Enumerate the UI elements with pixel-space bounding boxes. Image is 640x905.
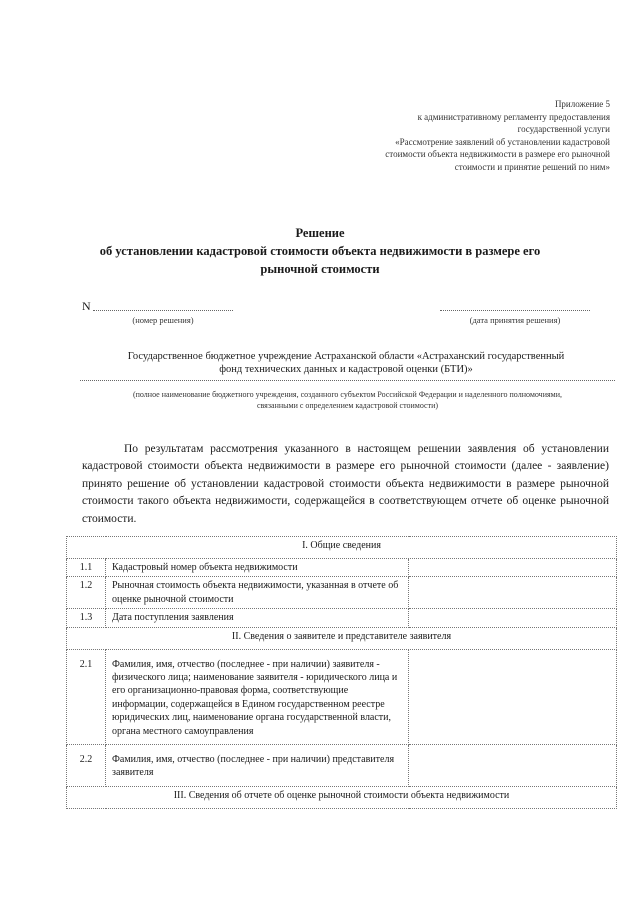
annex-line: Приложение 5 bbox=[554, 99, 610, 109]
decision-date-field[interactable] bbox=[440, 310, 590, 311]
annex-line: к административному регламенту предоставления bbox=[417, 111, 610, 122]
row-value-cell[interactable] bbox=[409, 745, 617, 787]
annex-line: стоимости объекта недвижимости в размере его рыночной bbox=[385, 149, 610, 160]
section-report-heading: III. Сведения об отчете об оценке рыночной стоимости объекта недвижимости bbox=[67, 786, 617, 808]
row-label: Кадастровый номер объекта недвижимости bbox=[106, 559, 409, 577]
information-table bbox=[66, 536, 617, 809]
document-subtitle-line2: рыночной стоимости bbox=[260, 262, 380, 276]
section-row bbox=[67, 627, 617, 649]
row-number: 2.2 bbox=[67, 745, 106, 787]
row-number: 1.3 bbox=[67, 609, 106, 627]
organization-caption-line2: связанными с определением кадастровой стоимости) bbox=[256, 401, 439, 410]
row-value-cell[interactable] bbox=[409, 649, 617, 744]
section-applicant-heading: II. Сведения о заявителе и представителе заявителя bbox=[67, 627, 617, 649]
decision-number-caption: (номер решения) bbox=[132, 315, 194, 325]
row-value-cell[interactable] bbox=[409, 577, 617, 609]
row-label: Фамилия, имя, отчество (последнее - при наличии) заявителя - физического лица; наименование заявителя - юридического лица и его организационно-правовая форма, соответствующие информации, содержащейся в Едином государственном реестре юридических лиц, наименование органа государственной власти, органа местного самоуправления bbox=[106, 649, 409, 744]
annex-line: «Рассмотрение заявлений об установлении кадастровой bbox=[395, 136, 610, 147]
row-label: Рыночная стоимость объекта недвижимости, указанная в отчете об оценке рыночной стоимости bbox=[106, 577, 409, 609]
organization-caption-line1: (полное наименование бюджетного учреждения, созданного субъектом Российской Федерации и наделенного полномочиями, bbox=[132, 390, 563, 399]
decision-number-field[interactable] bbox=[93, 310, 233, 311]
document-title: Решение bbox=[295, 226, 345, 240]
annex-line: стоимости и принятие решений по ним» bbox=[454, 161, 610, 172]
row-number: 1.2 bbox=[67, 577, 106, 609]
organization-name-line1: Государственное бюджетное учреждение Астраханской области «Астраханский государственный bbox=[127, 351, 565, 362]
decision-number-label: N bbox=[82, 299, 91, 313]
section-row bbox=[67, 786, 617, 808]
row-value-cell[interactable] bbox=[409, 559, 617, 577]
annex-line: государственной услуги bbox=[517, 124, 610, 135]
document-subtitle-line1: об установлении кадастровой стоимости объекта недвижимости в размере его bbox=[99, 244, 541, 258]
table-row bbox=[67, 649, 617, 744]
decision-paragraph bbox=[82, 441, 609, 528]
row-value-cell[interactable] bbox=[409, 609, 617, 627]
row-label: Фамилия, имя, отчество (последнее - при наличии) представителя заявителя bbox=[106, 745, 409, 787]
table-row bbox=[67, 577, 617, 609]
organization-name-line2: фонд технических данных и кадастровой оценки (БТИ)» bbox=[219, 364, 473, 375]
decision-date-caption: (дата принятия решения) bbox=[469, 315, 561, 325]
paragraph-text: По результатам рассмотрения указанного в настоящем решении заявления об установлении кадастровой стоимости объекта недвижимости в размере его рыночной стоимости (далее - заявление) принято решение об установлении кадастровой стоимости объекта недвижимости в размере рыночной стоимости такого объекта недвижимости, содержащейся в соответствующем отчете об оценке рыночной стоимости. bbox=[82, 443, 609, 525]
annex-header bbox=[310, 98, 610, 174]
organization-divider bbox=[80, 380, 615, 381]
row-label: Дата поступления заявления bbox=[106, 609, 409, 627]
section-general-heading: I. Общие сведения bbox=[67, 537, 617, 559]
row-number: 1.1 bbox=[67, 559, 106, 577]
row-number: 2.1 bbox=[67, 649, 106, 744]
section-row bbox=[67, 537, 617, 559]
table-row bbox=[67, 609, 617, 627]
table-row bbox=[67, 559, 617, 577]
table-row bbox=[67, 745, 617, 787]
